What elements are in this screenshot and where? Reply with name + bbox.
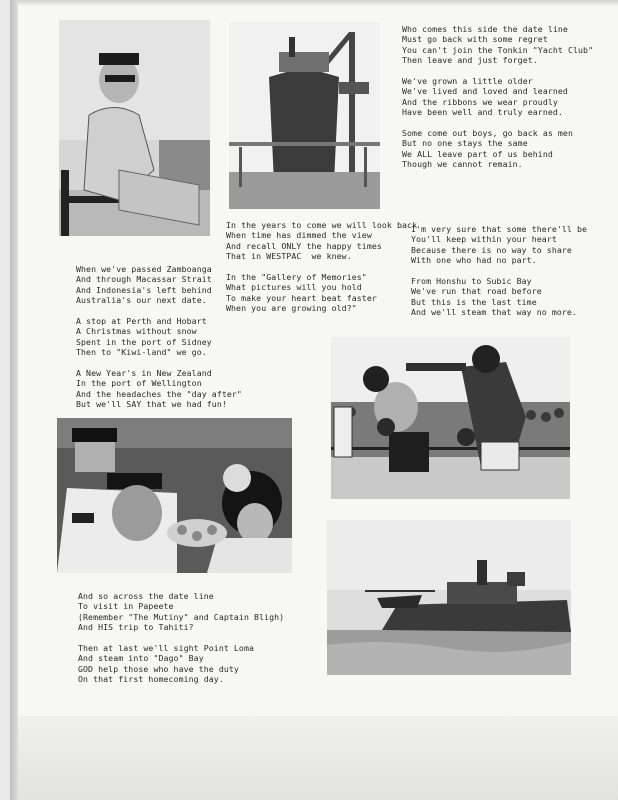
poem-some-therell-be: I'm very sure that some there'll be You'll keep within your heart Because there is no way to share With one who had no part. From Honshu to Subic Bay We've run that road before But this is the last time And we'll steam that way no more. (411, 224, 588, 318)
page-edge-bottom (18, 716, 618, 800)
photo-officer-seated (59, 20, 210, 236)
poem-years-to-come: In the years to come we will look back When time has dimmed the view And recall ONLY the happy times That in WESTPAC we knew. In the "Gallery of Memories" What pictures will you hold To make your heart beat faster When you are growing old?" (226, 220, 418, 314)
photo-boxing-match (331, 337, 570, 499)
photo-ship-helicopter (327, 520, 571, 675)
poem-zamboanga: When we've passed Zamboanga And through Macassar Strait And Indonesia's left behind Australia's our next date. A stop at Perth and Hobart A Christmas without snow Spent in the port of Sidney Then to "Kiwi-land" we go. A New Year's in New Zealand In the port of Wellington And the headaches the "day after" But we'll SAY that we had fun! (76, 264, 242, 410)
poem-date-line: Who comes this side the date line Must go back with some regret You can't join the Tonkin "Yacht Club" Then leave and just forget. We've grown a little older We've lived and loved and learned And the ribbons we wear proudly Have been well and truly earned. Some come out boys, go back as men But no one stays the same We ALL leave part of us behind Though we cannot remain. (402, 24, 594, 170)
page-edge-top (18, 0, 618, 6)
poem-across-date-line: And so across the date line To visit in Papeete (Remember "The Mutiny" and Captain Bligh) And HIS trip to Tahiti? Then at last we'll sight Point Loma And steam into "Dago" Bay GOD help those who have the duty On that first homecoming day. (78, 591, 285, 685)
photo-ship-drydock (229, 22, 380, 209)
photo-officer-welcome (57, 418, 292, 573)
